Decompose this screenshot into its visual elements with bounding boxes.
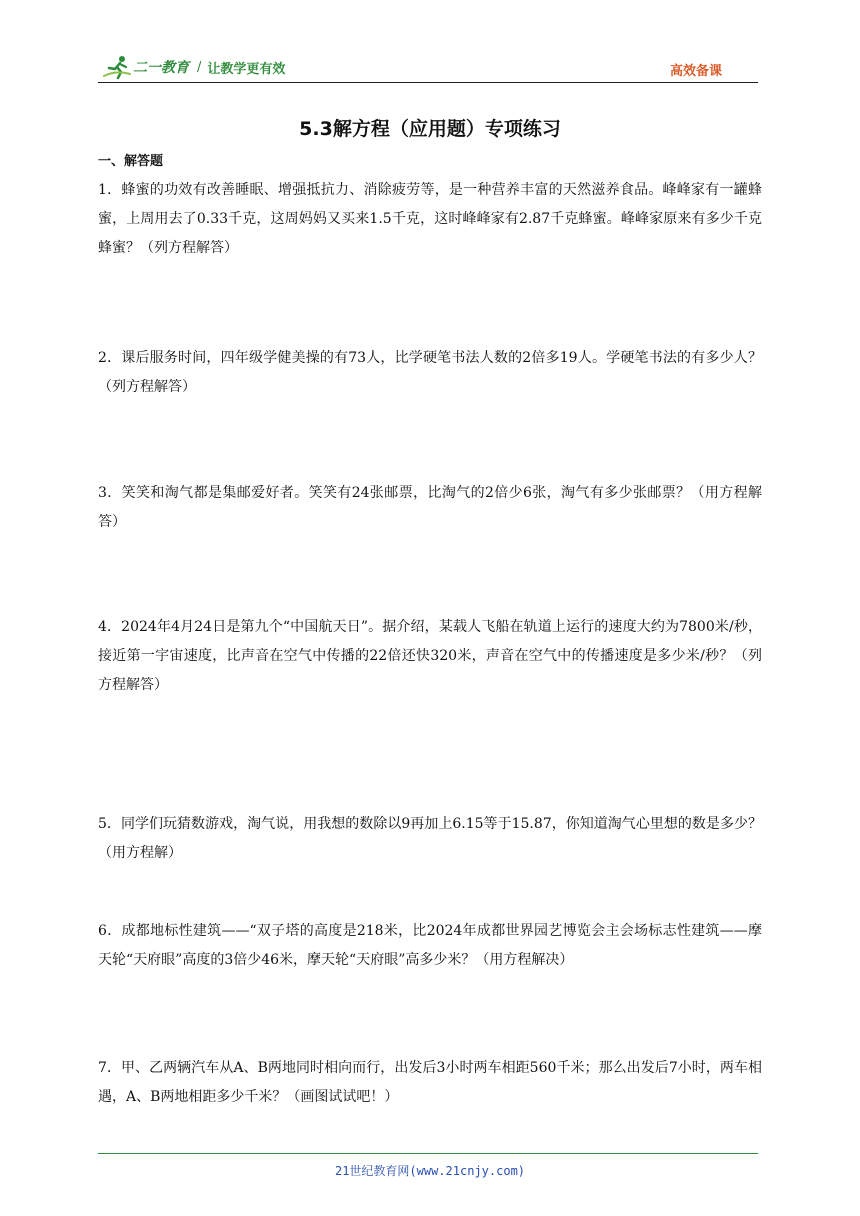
- header-separator: /: [197, 59, 202, 75]
- header-right-label: 高效备课: [669, 64, 722, 79]
- brand-logo: [102, 54, 285, 80]
- question-2: 2．课后服务时间，四年级学健美操的有73人，比学硬笔书法人数的2倍多19人。学硬笔书法的有多少人？（列方程解答）: [98, 350, 762, 395]
- question-5: 5．同学们玩猜数游戏，淘气说，用我想的数除以9再加上6.15等于15.87，你知道淘气心里想的数是多少？（用方程解）: [98, 816, 762, 861]
- footer-divider: [98, 1153, 758, 1154]
- question-4: 4．2024年4月24日是第九个“中国航天日”。据介绍，某载人飞船在轨道上运行的速度大约为7800米/秒，接近第一宇宙速度，比声音在空气中传播的22倍还快320米，声音在空气中的传播速度是多少米/秒？（列方程解答）: [98, 619, 762, 693]
- question-1: 1．蜂蜜的功效有改善睡眠、增强抵抗力、消除疲劳等，是一种营养丰富的天然滋养食品。峰峰家有一罐蜂蜜，上周用去了0.33千克，这周妈妈又买来1.5千克，这时峰峰家有2.87千克蜂蜜。峰峰家原来有多少千克蜂蜜？（列方程解答）: [98, 182, 762, 256]
- running-figure-logo-icon: [102, 54, 132, 80]
- question-7: 7．甲、乙两辆汽车从A、B两地同时相向而行，出发后3小时两车相距560千米；那么出发后7小时，两车相遇，A、B两地相距多少千米？（画图试试吧！）: [98, 1060, 762, 1105]
- header-slogan: 让教学更有效: [207, 61, 286, 77]
- question-6: 6．成都地标性建筑——“双子塔的高度是218米，比2024年成都世界园艺博览会主会场标志性建筑——摩天轮“天府眼”高度的3倍少46米，摩天轮“天府眼”高多少米？（用方程解决）: [98, 923, 762, 968]
- footer-link[interactable]: 21世纪教育网(www.21cnjy.com): [334, 1164, 526, 1178]
- question-3: 3．笑笑和淘气都是集邮爱好者。笑笑有24张邮票，比淘气的2倍少6张，淘气有多少张邮票？（用方程解答）: [98, 485, 762, 530]
- section-heading: 一、解答题: [98, 154, 164, 169]
- page-header: [98, 52, 758, 83]
- logo-text: 二一教育: [133, 60, 189, 76]
- page-title: 5.3解方程（应用题）专项练习: [299, 118, 561, 140]
